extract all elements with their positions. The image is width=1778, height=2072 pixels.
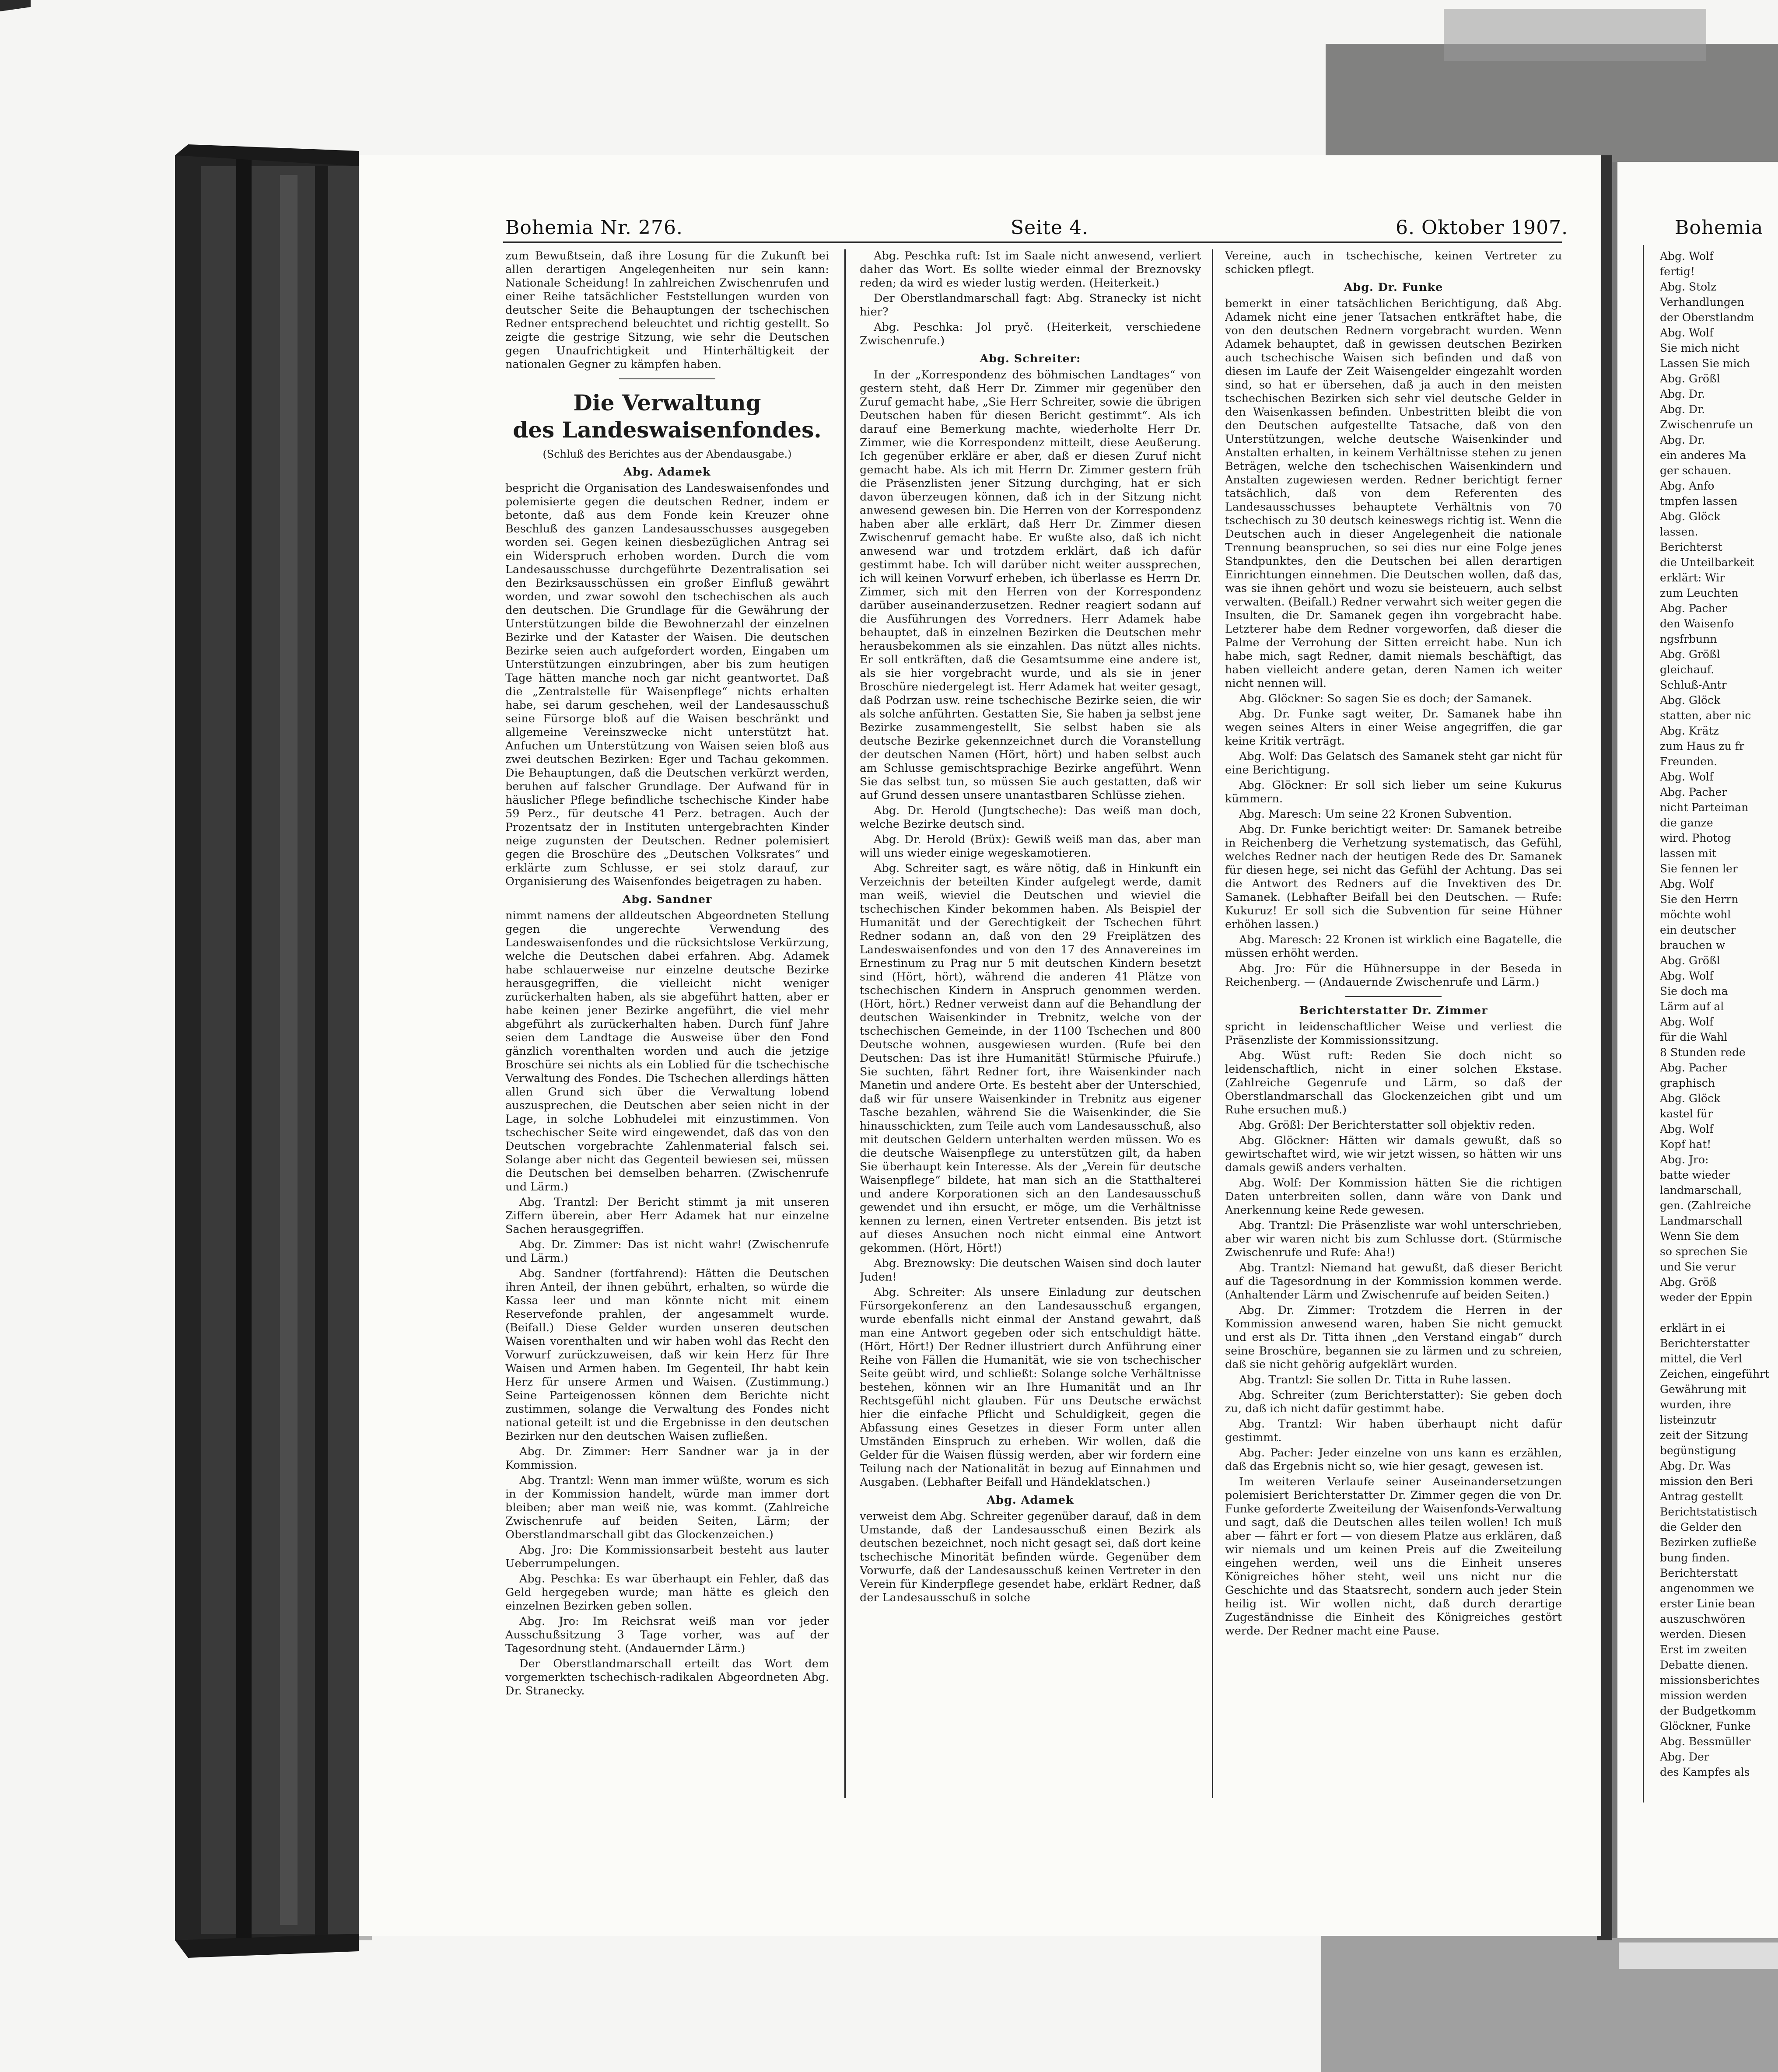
- next-page-line: landmarschall,: [1660, 1184, 1742, 1197]
- speaker-heading: Abg. Sandner: [622, 893, 712, 906]
- paragraph: Abg. Wolf: Das Gelatsch des Samanek steht gar nicht für eine Berichtigung.: [1225, 750, 1562, 777]
- next-page-line: für die Wahl: [1660, 1031, 1728, 1043]
- next-page-line: zum Leuchten: [1660, 587, 1739, 599]
- paragraph: Abg. Jro: Die Kommissionsarbeit besteht aus lauter Ueberrumpelungen.: [505, 1544, 829, 1570]
- paragraph: Abg. Maresch: 22 Kronen ist wirklich eine Bagatelle, die müssen erhöht werden.: [1225, 933, 1562, 960]
- paragraph: spricht in leidenschaftlicher Weise und verliest die Präsenzliste der Kommissionssitzung.: [1225, 1020, 1562, 1047]
- page-number: Seite 4.: [1011, 217, 1088, 239]
- next-page-line: missionsberichtes: [1660, 1674, 1760, 1687]
- next-page-line: mittel, die Verl: [1660, 1352, 1742, 1365]
- next-page-line: Sie den Herrn: [1660, 893, 1739, 906]
- paragraph: Abg. Trantzl: Wir haben überhaupt nicht dafür gestimmt.: [1225, 1418, 1562, 1444]
- next-page-line: Abg. Wolf: [1660, 878, 1714, 890]
- next-page-line: Abg. Dr.: [1660, 403, 1705, 416]
- paragraph: Abg. Glöckner: Er soll sich lieber um seine Kukurus kümmern.: [1225, 779, 1562, 805]
- next-page-line: Abg. Glöck: [1660, 694, 1721, 707]
- next-page-line: Berichterstatter: [1660, 1337, 1750, 1350]
- next-page-line: Antrag gestellt: [1660, 1490, 1743, 1503]
- paragraph: Der Oberstlandmarschall fagt: Abg. Stranecky ist nicht hier?: [860, 292, 1201, 318]
- next-page-line: mission werden: [1660, 1689, 1747, 1702]
- paragraph: zum Bewußtsein, daß ihre Losung für die Zukunft bei allen derartigen Angelegenheiten nur sein kann: Nationale Scheidung! In zahlreichen Zwischenrufen und einer Reihe tatsächlicher Feststellungen wurden von deutscher Seite die Behauptungen der tschechischen Redner entsprechend beleuchtet und richtig gestellt. So zeigte die gestrige Sitzung, wie sehr die Deutschen gegen Unaufrichtigkeit und Hinterhältigkeit der nationalen Gegner zu kämpfen haben.: [505, 249, 829, 371]
- paragraph: Abg. Jro: Im Reichsrat weiß man vor jeder Ausschußsitzung 3 Tage vorher, was auf der Tagesordnung steht. (Andauernder Lärm.): [505, 1615, 829, 1655]
- next-page-line: der Budgetkomm: [1660, 1704, 1756, 1717]
- next-page-line: Abg. Dr.: [1660, 388, 1705, 400]
- next-page-line: Sie fennen ler: [1660, 862, 1738, 875]
- speaker-heading: Abg. Schreiter:: [980, 352, 1081, 365]
- next-page-line: Abg. Krätz: [1660, 724, 1719, 737]
- paragraph: Abg. Dr. Funke sagt weiter, Dr. Samanek habe ihn wegen seines Alters in einer Weise angegriffen, die gar keine Kritik verträgt.: [1225, 707, 1562, 748]
- next-page-line: Gewährung mit: [1660, 1383, 1746, 1396]
- paragraph: Abg. Peschka ruft: Ist im Saale nicht anwesend, verliert daher das Wort. Es sollte wieder einmal der Breznovsky reden; da wird es wieder lustig werden. (Heiterkeit.): [860, 249, 1201, 290]
- next-page-line: Abg. Jro:: [1660, 1153, 1709, 1166]
- speaker-heading: Abg. Dr. Funke: [1344, 281, 1443, 294]
- next-page-line: tmpfen lassen: [1660, 495, 1738, 508]
- next-page-line: Abg. Größl: [1660, 372, 1720, 385]
- next-page-line: Abg. Glöck: [1660, 510, 1721, 523]
- next-page-line: gen. (Zahlreiche: [1660, 1199, 1751, 1212]
- header-rule: [503, 242, 1562, 243]
- paragraph: Abg. Wolf: Der Kommission hätten Sie die richtigen Daten unterbreiten sollen, dann wäre von Dank und Anerkennung keine Rede gewesen.: [1225, 1176, 1562, 1217]
- paragraph: Abg. Trantzl: Sie sollen Dr. Titta in Ruhe lassen.: [1239, 1373, 1511, 1386]
- next-page-line: 8 Stunden rede: [1660, 1046, 1746, 1059]
- next-page-line: Lärm auf al: [1660, 1000, 1724, 1013]
- speaker-heading: Abg. Adamek: [623, 466, 711, 479]
- article-title-line2: des Landeswaisenfondes.: [513, 417, 822, 443]
- next-page-line: gleichauf.: [1660, 663, 1715, 676]
- paragraph: Abg. Glöckner: So sagen Sie es doch; der Samanek.: [1239, 692, 1532, 705]
- next-page-line: mission den Beri: [1660, 1475, 1753, 1488]
- paragraph: Abg. Pacher: Jeder einzelne von uns kann es erzählen, daß das Ergebnis nicht so, wie hier gesagt, gewesen ist.: [1225, 1446, 1562, 1473]
- text-column-3: [1225, 249, 1562, 1807]
- next-page-line: des Kampfes als: [1660, 1766, 1750, 1778]
- paragraph: Abg. Trantzl: Die Präsenzliste war wohl unterschrieben, aber wir waren nicht bis zum Schlusse dort. (Stürmische Zwischenrufe und Rufe: Aha!): [1225, 1219, 1562, 1259]
- next-page-line: Lassen Sie mich: [1660, 357, 1750, 370]
- next-page-line: Abg. Bessmüller: [1660, 1735, 1751, 1748]
- next-page-line: Abg. Dr. Was: [1660, 1460, 1731, 1472]
- paragraph: Abg. Größl: Der Berichterstatter soll objektiv reden.: [1239, 1119, 1535, 1132]
- next-page-line: erklärt: Wir: [1660, 571, 1725, 584]
- next-page-line: Abg. Dr.: [1660, 434, 1705, 446]
- next-page-line: batte wieder: [1660, 1169, 1730, 1181]
- next-page-line: Kopf hat!: [1660, 1138, 1712, 1151]
- next-page-line: den Waisenfo: [1660, 617, 1734, 630]
- paragraph: Vereine, auch in tschechische, keinen Vertreter zu schicken pflegt.: [1225, 249, 1562, 276]
- paragraph: Abg. Schreiter: Als unsere Einladung zur deutschen Fürsorgekonferenz an den Landesausschuß ergangen, wurde ebenfalls nicht einmal der Anstand gewahrt, daß man eine Antwort gegeben oder sich entschuldigt hätte. (Hört, Hört!) Der Redner illustriert durch Anführung einer Reihe von Fällen die Humanität, wie sie von tschechischer Seite geübt wird, und schließt: Solange solche Verhältnisse bestehen, können wir an Ihre Humanität und an Ihr Rechtsgefühl nicht glauben. Für uns Deutsche erwächst hier die einfache Pflicht und Schuldigkeit, gegen die Abfassung eines Gesetzes in dieser Form unter allen Umständen Einspruch zu erheben. Wir wollen, daß die Gelder für die Waisen flüssig werden, aber wir fordern eine Teilung nach der Nationalität in bezug auf Einnahmen und Ausgaben. (Lebhafter Beifall und Händeklatschen.): [860, 1286, 1201, 1489]
- next-page-line: Abg. Wolf: [1660, 970, 1714, 982]
- next-page-line: Berichtstatistisch: [1660, 1505, 1757, 1518]
- column-rule-next: [1643, 245, 1644, 1802]
- next-page-line: wurden, ihre: [1660, 1398, 1732, 1411]
- next-page-line: lassen.: [1660, 525, 1698, 538]
- section-divider: [1345, 996, 1442, 997]
- speaker-heading: Abg. Adamek: [987, 1494, 1074, 1507]
- paragraph: Abg. Dr. Zimmer: Herr Sandner war ja in der Kommission.: [505, 1445, 829, 1472]
- next-page-line: Zeichen, eingeführt: [1660, 1368, 1770, 1380]
- paragraph: Abg. Glöckner: Hätten wir damals gewußt, daß so gewirtschaftet wird, wie wir jetzt wissen, so hätten wir uns damals gewiß anders verhalten.: [1225, 1134, 1562, 1174]
- next-page-line: ein deutscher: [1660, 924, 1736, 936]
- scan-shadow-top-right: [1326, 44, 1778, 166]
- next-page-line: Abg. Wolf: [1660, 326, 1714, 339]
- next-page-line: wird. Photog: [1660, 832, 1731, 844]
- paragraph: Abg. Trantzl: Wenn man immer wüßte, worum es sich in der Kommission handelt, würde man immer dort bleiben; aber man weiß nie, was kommt. (Zahlreiche Zwischenrufe auf beiden Seiten, Lärm; der Oberstlandmarschall gibt das Glockenzeichen.): [505, 1474, 829, 1541]
- next-page-line: Verhandlungen: [1660, 296, 1744, 308]
- paragraph: nimmt namens der alldeutschen Abgeordneten Stellung gegen die ungerechte Verwendung des Landeswaisenfondes und die rücksichtslose Verkürzung, welche die Deutschen dabei erfahren. Abg. Adamek habe schlauerweise nur einzelne deutsche Bezirke herausgegriffen, die vielleicht nicht weniger zurückerhalten haben, als sie abgeführt hatten, aber er habe keinen jener Bezirke angeführt, die viel mehr abgeführt als zurückerhalten haben. Durch fünf Jahre seien dem Landtage die Ausweise über den Fond gänzlich vorenthalten worden und auch die jetzige Broschüre sei nichts als ein Loblied für die tschechische Verwaltung des Fondes. Die Tschechen allerdings hätten allen Grund sich über die Verwaltung lobend auszusprechen, die Deutschen aber seien nicht in der Lage, in solche Lobhudelei mit einzustimmen. Von tschechischer Seite wird eingewendet, daß das von den Deutschen vorgebrachte Zahlenmaterial falsch sei. Solange aber nicht das Gegenteil bewiesen sei, müssen die Deutschen bei demselben beharren. (Zwischenrufe und Lärm.): [505, 909, 829, 1194]
- next-page-line: Berichterst: [1660, 541, 1722, 553]
- next-page-line: Abg. Größl: [1660, 954, 1720, 967]
- paragraph: Abg. Peschka: Jol pryč. (Heiterkeit, verschiedene Zwischenrufe.): [860, 321, 1201, 347]
- paragraph: Abg. Dr. Zimmer: Das ist nicht wahr! (Zwischenrufe und Lärm.): [505, 1238, 829, 1265]
- next-page-line: Landmarschall: [1660, 1214, 1743, 1227]
- next-page-line: zum Haus zu fr: [1660, 740, 1744, 752]
- next-page-line: Abg. Der: [1660, 1750, 1709, 1763]
- article-title: Die Verwaltung: [573, 390, 761, 416]
- next-page-line: Abg. Größ: [1660, 1276, 1717, 1288]
- next-page-line: möchte wohl: [1660, 908, 1731, 921]
- next-page-line: [1646, 1306, 1778, 1320]
- next-page-line: listeinzutr: [1660, 1414, 1717, 1426]
- text-column-2: [860, 249, 1201, 1807]
- next-page-line: Abg. Anfo: [1660, 480, 1715, 492]
- paragraph: bemerkt in einer tatsächlichen Berichtigung, daß Abg. Adamek nicht eine jener Tatsachen entkräftet habe, die von den deutschen Rednern vorgebracht wurden. Wenn Adamek behauptet, daß in gewissen deutschen Bezirken auch tschechische Waisen sich befinden und daß von diesen im Laufe der Zeit Waisengelder eingezahlt worden sind, so hat er übersehen, daß ja auch in den meisten tschechischen Bezirken sich sehr viel deutsche Gelder in den Waisenkassen befinden. Unbestritten bleibt die von den Deutschen aufgestellte Tatsache, daß von den Unterstützungen, welche deutsche Waisenkinder und Anstalten erhalten, in keinem Verhältnisse stehen zu jenen Beträgen, welche den tschechischen Waisenkindern und Anstalten zugewiesen werden. Redner berichtigt ferner tatsächlich, daß von dem Referenten des Landesausschusses behauptete Verhältnis von 70 tschechisch zu 30 deutsch keineswegs richtig ist. Wenn die Deutschen auch in dieser Angelegenheit die nationale Trennung beanspruchen, so sei dies nur eine Folge jenes Standpunktes, den die Deutschen bei allen derartigen Einrichtungen einnehmen. Die Deutschen wollen, daß das, was sie ihnen gehört und wozu sie beisteuern, auch selbst verwalten. (Beifall.) Redner verwahrt sich weiter gegen die Insulten, die Dr. Samanek gegen ihn vorgebracht habe. Letzterer habe dem Redner vorgeworfen, daß dieser die Palme der Verrohung der Sitten erreicht habe. Nun ich habe mich, sagt Redner, damit niemals beschäftigt, das haben vielleicht andere getan, deren Namen ich weiter nicht nennen will.: [1225, 297, 1562, 690]
- paragraph: Der Oberstlandmarschall erteilt das Wort dem vorgemerkten tschechisch-radikalen Abgeordneten Abg. Dr. Stranecky.: [505, 1657, 829, 1698]
- next-page-line: Abg. Wolf: [1660, 1123, 1714, 1135]
- next-page-line: Abg. Wolf: [1660, 250, 1714, 262]
- next-page-line: die Gelder den: [1660, 1521, 1742, 1533]
- next-page-line: nicht Parteiman: [1660, 801, 1749, 814]
- next-page-line: Abg. Glöck: [1660, 1092, 1721, 1105]
- text-column-next-page: [1646, 249, 1778, 1807]
- column-rule-1: [844, 249, 846, 1798]
- next-page-line: graphisch: [1660, 1077, 1715, 1089]
- next-page-line: erklärt in ei: [1660, 1322, 1726, 1334]
- section-divider: [619, 378, 715, 379]
- paragraph: verweist dem Abg. Schreiter gegenüber darauf, daß in dem Umstande, daß der Landesausschuß einen Bezirk als deutschen bezeichnet, noch nicht gesagt sei, daß dort keine tschechische Minorität befinden würde. Gegenüber dem Vorwurfe, daß der Landesausschuß keinen Vertreter in den Verein für Kinderpflege gesendet habe, erklärt Redner, daß der Landesausschuß in solche: [860, 1510, 1201, 1604]
- text-column-1: [505, 249, 829, 1807]
- paragraph: Abg. Peschka: Es war überhaupt ein Fehler, daß das Geld hergegeben wurde; man hätte es gleich den einzelnen Bezirken geben sollen.: [505, 1572, 829, 1613]
- paragraph: Abg. Breznowsky: Die deutschen Waisen sind doch lauter Juden!: [860, 1257, 1201, 1284]
- paragraph: Abg. Dr. Herold (Brüx): Gewiß weiß man das, aber man will uns wieder einige wegeskamotieren.: [860, 833, 1201, 860]
- paragraph: Abg. Dr. Zimmer: Trotzdem die Herren in der Kommission anwesend waren, haben Sie nicht gemuckt und erst als Dr. Titta ihnen „den Verstand eingab“ durch seine Broschüre, begannen sie zu lärmen und zu schreien, daß sie nicht gehörig aufgeklärt wurden.: [1225, 1304, 1562, 1371]
- next-page-line: auszuschwören: [1660, 1613, 1746, 1625]
- next-page-line: statten, aber nic: [1660, 709, 1751, 722]
- issue-date: 6. Oktober 1907.: [1396, 217, 1568, 239]
- column-rule-2: [1212, 249, 1213, 1798]
- next-page-line: Debatte dienen.: [1660, 1659, 1749, 1671]
- next-page-line: Wenn Sie dem: [1660, 1230, 1739, 1242]
- next-page-line: Berichterstatt: [1660, 1567, 1738, 1579]
- next-page-line: Abg. Pacher: [1660, 786, 1727, 798]
- next-page-line: erster Linie bean: [1660, 1597, 1755, 1610]
- next-page-line: lassen mit: [1660, 847, 1717, 860]
- next-page-line: Abg. Wolf: [1660, 770, 1714, 783]
- paragraph: Abg. Dr. Funke berichtigt weiter: Dr. Samanek betreibe in Reichenberg die Verhetzung systematisch, das Gefühl, welches Redner nach der heutigen Rede des Dr. Samanek für diesen hege, sei nicht das Gefühl der Achtung. Das sei die Antwort des Redners auf die Invektiven des Dr. Samanek. (Lebhafter Beifall bei den Deutschen. — Rufe: Kukuruz! Er soll sich die Subvention für seine Hühner erhöhen lassen.): [1225, 823, 1562, 931]
- next-page-line: zeit der Sitzung: [1660, 1429, 1748, 1442]
- next-page-line: Abg. Stolz: [1660, 280, 1717, 293]
- paragraph: Abg. Schreiter (zum Berichterstatter): Sie geben doch zu, daß ich nicht dafür gestimmt habe.: [1225, 1389, 1562, 1415]
- paragraph: Abg. Wüst ruft: Reden Sie doch nicht so leidenschaftlich, nicht in einer solchen Ekstase. (Zahlreiche Gegenrufe und Lärm, so daß der Oberstlandmarschall das Glockenzeichen gibt und um Ruhe ersuchen muß.): [1225, 1049, 1562, 1116]
- next-page-line: Glöckner, Funke: [1660, 1720, 1751, 1732]
- masthead-issue: Bohemia Nr. 276.: [505, 217, 683, 239]
- speaker-heading: Berichterstatter Dr. Zimmer: [1299, 1004, 1488, 1017]
- next-page-line: Sie doch ma: [1660, 985, 1728, 998]
- next-page-line: Erst im zweiten: [1660, 1643, 1747, 1656]
- next-page-line: Abg. Größl: [1660, 648, 1720, 661]
- next-page-line: brauchen w: [1660, 939, 1726, 952]
- next-page-line: Zwischenrufe un: [1660, 418, 1753, 431]
- paragraph: In der „Korrespondenz des böhmischen Landtages“ von gestern steht, daß Herr Dr. Zimmer mir gegenüber den Zuruf gemacht habe, „Sie Herr Schreiter, sowie die übrigen Deutschen haben für diesen Bericht gestimmt“. Als ich darauf eine Bemerkung machte, wiederholte Herr Dr. Zimmer, wie die Korrespondenz mitteilt, diese Aeußerung. Ich gegenüber erkläre er aber, daß er diesen Zuruf nicht gemacht habe. Als ich mit Herrn Dr. Zimmer gestern früh die Präsenzlisten jener Sitzung durchging, hat er sich davon überzeugen können, daß ich in der Sitzung nicht anwesend gewesen bin. Die Herren von der Korrespondenz haben aber alle erklärt, daß Herr Dr. Zimmer diesen Zwischenruf gemacht habe. Er wußte also, daß ich nicht anwesend war und trotzdem erklärt, daß ich dafür gestimmt habe. Ich will darüber nicht weiter aussprechen, ich will keinen Vorwurf erheben, ich überlasse es Herrn Dr. Zimmer, sich mit den Herren von der Korrespondenz darüber auseinanderzusetzen. Redner reagiert sodann auf die Ausführungen des Vorredners. Herr Adamek habe behauptet, daß in einzelnen Bezirken die Deutschen mehr herausbekommen als sie einzahlen. Das nützt alles nichts. Er soll entkräften, daß die Gesamtsumme eine andere ist, als sie hier vorgebracht wurde, und als sie in jener Broschüre niedergelegt ist. Herr Adamek hat weiter gesagt, daß Podrzan usw. reine tschechische Bezirke seien, die wir als solche anführten. Gestatten Sie, Sie haben ja selbst jene Bezirke zusammengestellt, Sie selbst haben sie als deutsche Bezirke gekennzeichnet durch die Voranstellung der deutschen Namen (Hört, hört) und haben selbst auch am Schlusse gemischtsprachige Bezirke angeführt. Wenn Sie das selbst tun, so müssen Sie auch gestatten, daß wir auf Grund dessen unsere unantastbaren Schlüsse ziehen.: [860, 368, 1201, 802]
- next-page-line: Abg. Pacher: [1660, 1061, 1727, 1074]
- next-page-line: fertig!: [1660, 265, 1695, 278]
- next-page-line: und Sie verur: [1660, 1260, 1736, 1273]
- next-page-line: die ganze: [1660, 816, 1713, 829]
- paragraph: bespricht die Organisation des Landeswaisenfondes und polemisierte gegen die deutschen Redner, indem er betonte, daß aus dem Fonde kein Kreuzer ohne Beschluß des ganzen Landesausschusses ausgegeben worden sei. Gegen keinen diesbezüglichen Antrag sei ein Widerspruch erhoben worden. Durch die vom Landesausschusse durchgeführte Dezentralisation sei den Bezirksausschüssen ein großer Einfluß gewährt worden, und zwar sowohl den tschechischen als auch den deutschen. Die Grundlage für die Gewährung der Unterstützungen bilde die Bewohnerzahl der einzelnen Bezirke und der Kataster der Waisen. Die deutschen Bezirke seien auch aufgefordert worden, Eingaben um Unterstützungen einzubringen, aber bis zum heutigen Tage hätten manche noch gar nicht geantwortet. Daß die „Zentralstelle für Waisenpflege“ nichts erhalten habe, sei darum geschehen, weil der Landesausschuß seine Fürsorge bloß auf die Waisen beschränkt und allgemeine Vereinszwecke nicht unterstützt hat. Anfuchen um Unterstützung von Waisen seien bloß aus zwei deutschen Bezirken: Eger und Tachau gekommen. Die Behauptungen, daß die Deutschen verkürzt werden, beruhen auf falscher Grundlage. Der Aufwand für in häuslicher Pflege befindliche tschechische Kinder habe 59 Perz., für deutsche 41 Perz. betragen. Auch der Prozentsatz der in Instituten untergebrachten Kinder neige zugunsten der Deutschen. Redner polemisiert gegen die Broschüre des „Deutschen Volksrates“ und erklärte zum Schlusse, er sei stolz darauf, zur Organisierung des Waisenfondes beigetragen zu haben.: [505, 482, 829, 888]
- paragraph: Abg. Trantzl: Niemand hat gewußt, daß dieser Bericht auf die Tagesordnung in der Kommission kommen werde. (Anhaltender Lärm und Zwischenrufe auf beiden Seiten.): [1225, 1261, 1562, 1302]
- next-page-masthead: Bohemia: [1675, 217, 1764, 239]
- paragraph: Abg. Sandner (fortfahrend): Hätten die Deutschen ihren Anteil, der ihnen gebührt, erhalten, so würde die Kassa leer und man könnte nicht mit einem Reservefonde prahlen, der angesammelt wurde. (Beifall.) Diese Gelder wurden unseren deutschen Waisen vorenthalten und wir haben wohl das Recht den Vorwurf zurückzuweisen, daß wir kein Herz für Ihre Waisen und Armen haben. Im Gegenteil, Ihr habt kein Herz für unsere Armen und Waisen. (Zustimmung.) Seine Parteigenossen können dem Berichte nicht zustimmen, solange die Verwaltung des Fondes nicht national geteilt ist und die Ergebnisse in den deutschen Bezirken nur den deutschen Waisen zufließen.: [505, 1267, 829, 1443]
- next-page-line: ein anderes Ma: [1660, 449, 1746, 462]
- paragraph: Abg. Jro: Für die Hühnersuppe in der Beseda in Reichenberg. — (Andauernde Zwischenrufe und Lärm.): [1225, 962, 1562, 989]
- next-page-line: begünstigung: [1660, 1444, 1736, 1457]
- next-page-line: ngsfrbunn: [1660, 633, 1717, 645]
- next-page-line: werden. Diesen: [1660, 1628, 1746, 1641]
- article-subtitle: (Schluß des Berichtes aus der Abendausgabe.): [542, 448, 792, 460]
- next-page-line: so sprechen Sie: [1660, 1245, 1748, 1258]
- paragraph: Abg. Dr. Herold (Jungtscheche): Das weiß man doch, welche Bezirke deutsch sind.: [860, 804, 1201, 831]
- next-page-line: Bezirken zufließe: [1660, 1536, 1757, 1549]
- next-page-line: angenommen we: [1660, 1582, 1754, 1595]
- next-page-line: Abg. Wolf: [1660, 1015, 1714, 1028]
- next-page-line: weder der Eppin: [1660, 1291, 1753, 1304]
- next-page-line: kastel für: [1660, 1107, 1713, 1120]
- paragraph: Im weiteren Verlaufe seiner Auseinandersetzungen polemisiert Berichterstatter Dr. Zimmer gegen die von Dr. Funke geforderte Zweiteilung der Waisenfonds-Verwaltung und sagt, daß die Deutschen alles teilen wollen! Ich muß aber — fährt er fort — von diesem Platze aus erklären, daß wir niemals und um keinen Preis auf die Zweiteilung eingehen werden, weil uns die Einheit unseres Königreiches höher steht, weil uns nicht nur die Geschichte und das Staatsrecht, sondern auch jeder Stein heilig ist. Wir wollen nicht, daß durch derartige Zugeständnisse die Einheit des Königreiches gestört werde. Der Redner macht eine Pause.: [1225, 1475, 1562, 1638]
- paragraph: Abg. Trantzl: Der Bericht stimmt ja mit unseren Ziffern überein, aber Herr Adamek hat nur einzelne Sachen herausgegriffen.: [505, 1196, 829, 1236]
- next-page-line: Sie mich nicht: [1660, 342, 1740, 354]
- paragraph: Abg. Schreiter sagt, es wäre nötig, daß in Hinkunft ein Verzeichnis der beteilten Kinder aufgelegt werde, damit man weiß, wieviel die Deutschen und wieviel die tschechischen Kinder bekommen haben. Als Beispiel der Humanität und der Gerechtigkeit der Tschechen führt Redner sodann an, daß von den 29 Freiplätzen des Landeswaisenfondes und von den 17 des Annavereines im Ernestinum zu Prag nur 5 mit deutschen Kindern besetzt sind (Hört, hört), während die anderen 41 Plätze von tschechischen Kindern in Anspruch genommen werden. (Hört, hört.) Redner verweist dann auf die Behandlung der deutschen Waisenkinder in Trebnitz, welche von der tschechischen Gemeinde, in der 1100 Tschechen und 800 Deutsche wohnen, ausgewiesen wurden. (Rufe bei den Deutschen: Das ist ihre Humanität! Stürmische Pfuirufe.) Sie suchten, fährt Redner fort, ihre Waisenkinder nach Manetin und andere Orte. Es besteht aber der Unterschied, daß wir für unsere Waisenkinder in Trebnitz aus eigener Tasche bezahlen, während Sie die Waisenkinder, die Sie hinausschickten, zum Teile auch vom Landesausschuß, also mit deutschen Geldern unterhalten werden müssen. Wo es die deutsche Waisenpflege zu unterstützen gilt, da haben Sie überhaupt kein Interesse. Als der „Verein für deutsche Waisenpflege“ bildete, hat man sich an die Statthalterei und andere Korporationen sich an den Landesausschuß gewendet und ihn ersucht, er möge, um die Verhältnisse kennen zu lernen, einen Vertreter entsenden. Bis jetzt ist auf dieses Ansuchen noch nicht einmal eine Antwort gekommen. (Hört, Hört!): [860, 862, 1201, 1255]
- next-page-line: Freunden.: [1660, 755, 1718, 768]
- next-page-line: die Unteilbarkeit: [1660, 556, 1754, 569]
- next-page-line: der Oberstlandm: [1660, 311, 1754, 324]
- paragraph: Abg. Maresch: Um seine 22 Kronen Subvention.: [1239, 808, 1512, 821]
- next-page-line: ger schauen.: [1660, 464, 1732, 477]
- next-page-line: Schluß-Antr: [1660, 679, 1727, 691]
- next-page-line: bung finden.: [1660, 1551, 1730, 1564]
- next-page-line: Abg. Pacher: [1660, 602, 1727, 615]
